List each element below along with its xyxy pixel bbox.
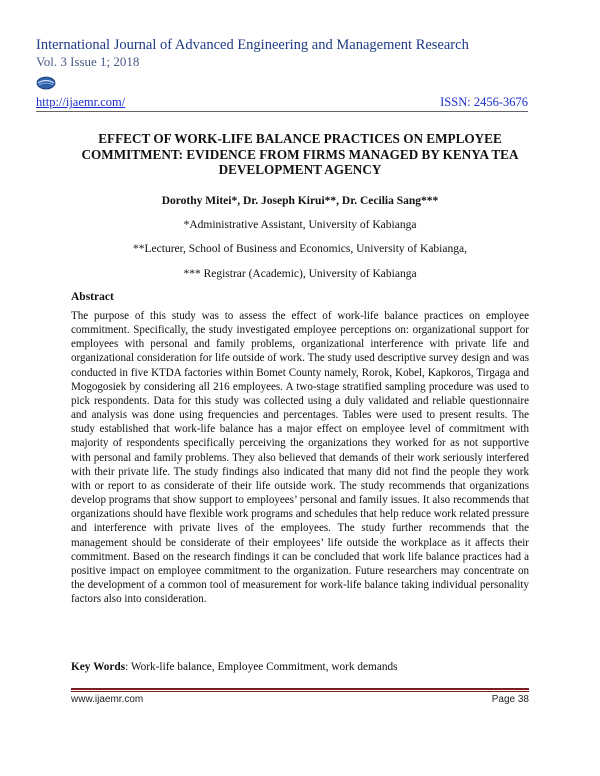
- journal-url-link[interactable]: http://ijaemr.com/: [36, 95, 126, 109]
- keywords-line: [71, 660, 398, 674]
- abstract-heading: Abstract: [71, 291, 114, 303]
- affiliation-2: **Lecturer, School of Business and Economics, University of Kabianga,: [133, 243, 467, 255]
- globe-logo-icon: [36, 76, 56, 90]
- footer-divider-thin: [71, 691, 529, 692]
- affiliation-3: *** Registrar (Academic), University of Kabianga: [183, 268, 417, 280]
- keywords-value: : Work-life balance, Employee Commitment, work demands: [125, 661, 398, 673]
- issn-number: ISSN: 2456-3676: [440, 95, 528, 109]
- journal-title: International Journal of Advanced Engineering and Management Research: [36, 37, 469, 53]
- author-list: Dorothy Mitei*, Dr. Joseph Kirui**, Dr. Cecilia Sang***: [161, 195, 439, 207]
- footer-divider: [71, 688, 529, 690]
- affiliation-1: *Administrative Assistant, University of Kabianga: [183, 219, 417, 231]
- footer-url: www.ijaemr.com: [71, 694, 144, 705]
- header-divider: [36, 111, 528, 112]
- journal-volume-issue: Vol. 3 Issue 1; 2018: [36, 54, 140, 69]
- abstract-text: The purpose of this study was to assess the effect of work-life balance practices on employee commitment. Specifically, the study investigated employee perceptions on: organizational support for employees with personal and family problems, organizational interference with private life and organizational consideration for life outside of work. The study used descriptive survey design and was conducted in five KTDA factories within Bomet County namely, Rorok, Kobel, Kapkoros, Tirgaga and Mogogosiek by considering all 216 employees. A two-stage stratified sampling procedure was used to pick respondents. Data for this study was collected using a duly validated and reliable questionnaire and analysis was done using frequencies and percentages. Tables were used to present results. The study established that work-life balance has a major effect on employee level of commitment with majority of respondents specifically perceiving the organizations they worked for as not supportive with personal and family problems. They also believed that demands of their work seriously interfered with their private life. The study findings also indicated that many did not find the people they work with or report to as considerate of their life outside work. The study recommends that organizations develop programs that show support to employees’ personal and family issues. It also recommends that organizations should have flexible work programs and schedules that help reduce work related pressure and interference with private lives of the employees. The study further recommends that the management should be considerate of their employees’ life outside the workplace as it affects their commitment. Based on the research findings it can be concluded that work life balance practices had a positive impact on employee commitment to the organization. Future researchers may concentrate on the development of a common tool of measurement for work-life balance taking individual personality factors also into consideration.: [71, 310, 529, 606]
- keywords-label: Key Words: [71, 661, 126, 673]
- page-number: Page 38: [491, 694, 529, 705]
- paper-title: EFFECT OF WORK-LIFE BALANCE PRACTICES ON EMPLOYEE COMMITMENT: EVIDENCE FROM FIRMS MANAGED BY KENYA TEA DEVELOPMENT AGENCY: [81, 131, 519, 177]
